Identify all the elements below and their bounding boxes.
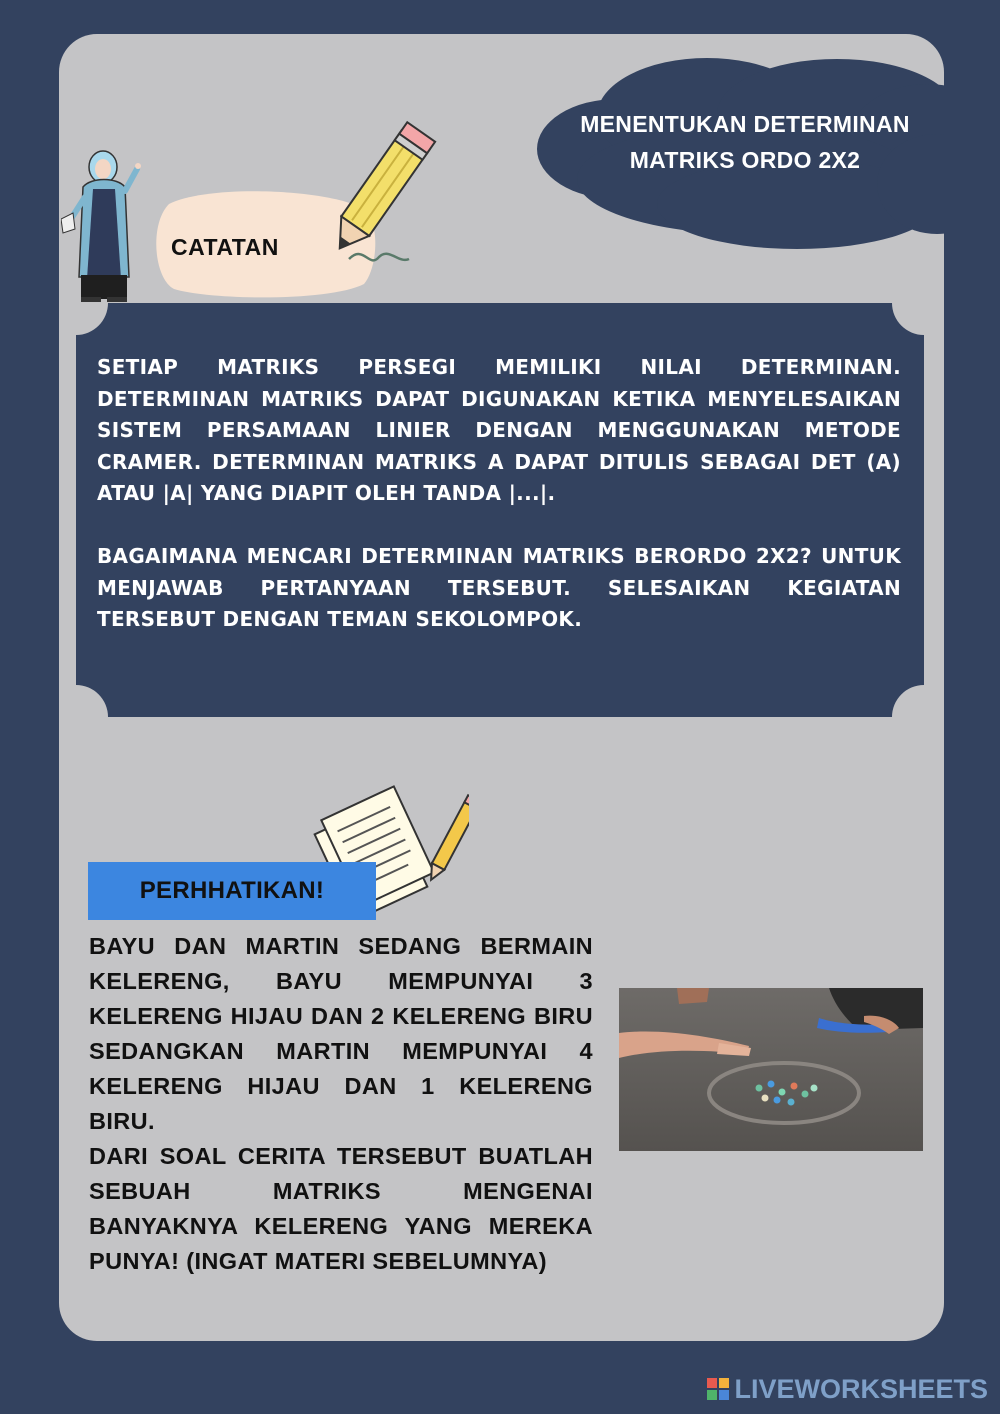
- attention-bar: [88, 862, 376, 920]
- marbles-photo: [619, 988, 923, 1151]
- brand-name: LIVEWORKSHEETS: [734, 1373, 988, 1404]
- liveworksheets-logo-icon: [706, 1377, 730, 1401]
- attention-label: PERHHATIKAN!: [139, 877, 325, 904]
- story-line: KELERENG HIJAU DAN 2 KELERENG BIRU: [89, 1003, 593, 1029]
- worksheet-card: [59, 34, 944, 1341]
- story-line: SEBUAH MATRIKS MENGENAI: [89, 1178, 593, 1204]
- pencil-icon: [309, 119, 449, 269]
- story-line: KELERENG HIJAU DAN 1 KELERENG BIRU.: [89, 1073, 593, 1134]
- title-line-2: MATRIKS ORDO 2X2: [629, 147, 861, 173]
- teacher-illustration: [61, 147, 151, 307]
- story-text: [89, 929, 593, 1279]
- catatan-label: CATATAN: [171, 234, 279, 260]
- note-paragraph-2: BAGAIMANA MENCARI DETERMINAN MATRIKS BERORDO 2X2? UNTUK MENJAWAB PERTANYAAN TERSEBUT. SELESAIKAN KEGIATAN TERSEBUT DENGAN TEMAN SEKOLOMPOK.: [97, 543, 901, 632]
- title-line-1: MENENTUKAN DETERMINAN: [580, 111, 910, 137]
- story-line: PUNYA! (INGAT MATERI SEBELUMNYA): [89, 1248, 548, 1274]
- note-text: [97, 352, 901, 636]
- story-line: BAYU DAN MARTIN SEDANG BERMAIN: [89, 933, 593, 959]
- note-paragraph-1: SETIAP MATRIKS PERSEGI MEMILIKI NILAI DETERMINAN. DETERMINAN MATRIKS DAPAT DIGUNAKAN KETIKA MENYELESAIKAN SISTEM PERSAMAAN LINIER DENGAN MENGGUNAKAN METODE CRAMER. DETERMINAN MATRIKS A DAPAT DITULIS SEBAGAI DET (A) ATAU |A| YANG DIAPIT OLEH TANDA |...|.: [97, 355, 901, 506]
- liveworksheets-brand[interactable]: [706, 1374, 988, 1404]
- story-line: BANYAKNYA KELERENG YANG MEREKA: [89, 1213, 593, 1239]
- story-line: DARI SOAL CERITA TERSEBUT BUATLAH: [89, 1143, 593, 1169]
- story-line: SEDANGKAN MARTIN MEMPUNYAI 4: [89, 1038, 593, 1064]
- page-title: [499, 106, 944, 178]
- story-line: KELERENG, BAYU MEMPUNYAI 3: [89, 968, 593, 994]
